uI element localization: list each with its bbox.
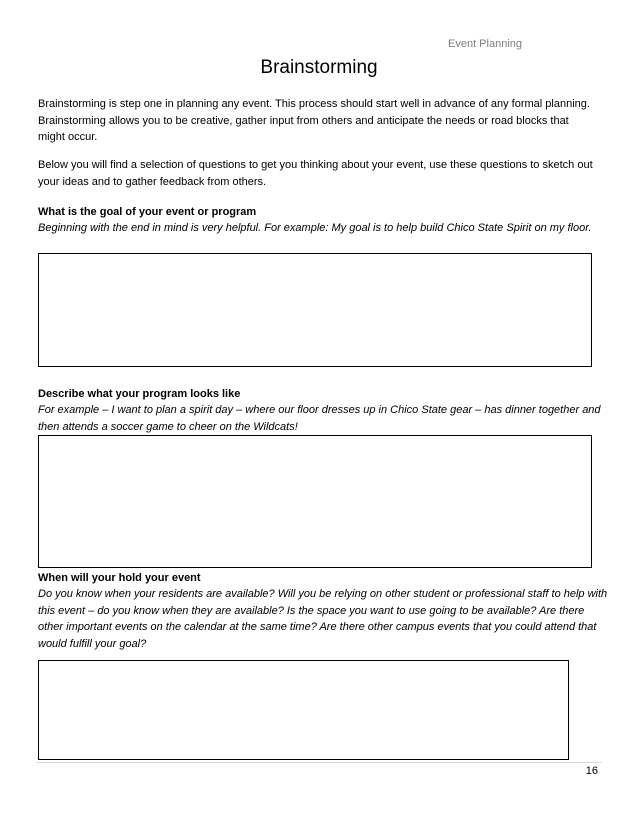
question-3-heading: When will your hold your event [38,572,201,584]
intro-paragraph-1: Brainstorming is step one in planning any event. This process should start well in advance of any formal planning. Brainstorming allows you to be creative, gather input from others and anticipate the needs or road blocks that might occur. [38,98,590,143]
question-1-prompt: Beginning with the end in mind is very helpful. For example: My goal is to help build Chico State Spirit on my floor. [38,222,592,234]
question-2-heading: Describe what your program looks like [38,388,241,400]
question-3-prompt: Do you know when your residents are available? Will you be relying on other student or professional staff to help with this event – do you know when they are available? Is the space you want to use going to be available? Are there other important events on the calendar at the same time? Are there other campus events that you could attend that would fulfill your goal? [38,588,608,650]
question-2-answer-box[interactable] [38,435,592,568]
page-number: 16 [585,765,598,777]
question-1-answer-box[interactable] [38,253,592,367]
header-section-label: Event Planning [448,38,522,50]
question-1-heading: What is the goal of your event or program [38,206,257,218]
question-2-prompt: For example – I want to plan a spirit day – where our floor dresses up in Chico State gear – has dinner together and then attends a soccer game to cheer on the Wildcats! [38,404,601,433]
page-title: Brainstorming [260,57,378,78]
footer-divider [36,762,602,763]
question-3-answer-box[interactable] [38,660,569,760]
intro-paragraph-2: Below you will find a selection of questions to get you thinking about your event, use these questions to sketch out your ideas and to gather feedback from others. [38,159,593,188]
